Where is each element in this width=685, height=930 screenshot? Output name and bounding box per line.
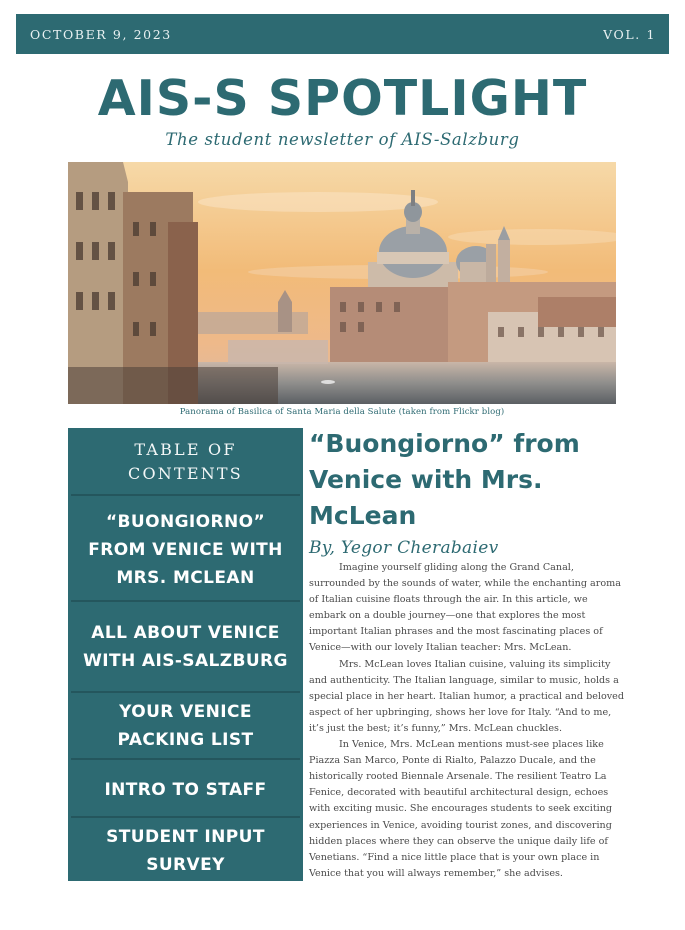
article-paragraph: Mrs. McLean loves Italian cuisine, valuing its simplicity and authenticity. The Italian language, similar to music, holds a special place in her heart. Italian humor, a practical and beloved aspect of her upbringing, shows her love for Italy. “And to me, it’s just the best; it’s funny,” Mrs. McLean chuckles. xyxy=(309,658,624,734)
volume-label: VOL. 1 xyxy=(603,26,656,42)
toc-divider xyxy=(71,494,300,496)
toc-divider xyxy=(71,691,300,693)
article-paragraph: In Venice, Mrs. McLean mentions must-see places like Piazza San Marco, Ponte di Rialto, Palazzo Ducale, and the historically rooted Biennale Arsenale. The resilient Teatro La Fenice, decorated with beautiful architectural design, echoes with exciting music. She encourages students to seek exciting experiences in Venice, avoiding tourist zones, and discovering hidden places where they can observe the unique daily life of Venetians. “Find a nice little place that is your own place in Venice that you will always remember,” she advises. xyxy=(309,739,613,879)
header-bar xyxy=(16,14,669,54)
toc-title: TABLE OF CONTENTS xyxy=(128,440,243,483)
toc-divider xyxy=(71,758,300,760)
article-headline: “Buongiorno” from Venice with Mrs. McLean xyxy=(309,429,580,530)
newsletter-title: AIS-S SPOTLIGHT xyxy=(97,70,588,127)
issue-date: OCTOBER 9, 2023 xyxy=(30,26,172,42)
article-paragraph: Imagine yourself gliding along the Grand Canal, surrounded by the sounds of water, while the enchanting aroma of Italian cuisine floats through the air. In this article, we embark on a double journey—one that explores the most important Italian phrases and the most fascinating places of Venice—with our lovely Italian teacher: Mrs. McLean. xyxy=(309,562,621,654)
photo-caption: Panorama of Basilica of Santa Maria della Salute (taken from Flickr blog) xyxy=(179,407,505,417)
toc-item-buongiorno[interactable]: “BUONGIORNO” FROM VENICE WITH MRS. MCLEAN xyxy=(88,512,283,588)
article-body xyxy=(309,560,627,882)
venice-panorama-photo xyxy=(68,162,616,404)
toc-item-packing-list[interactable]: YOUR VENICE PACKING LIST xyxy=(117,702,254,750)
newsletter-tagline: The student newsletter of AIS-Salzburg xyxy=(165,130,520,149)
venice-illustration xyxy=(68,162,616,404)
toc-divider xyxy=(71,816,300,818)
article-byline: By, Yegor Cherabaiev xyxy=(309,538,499,558)
toc-item-all-about-venice[interactable]: ALL ABOUT VENICE WITH AIS-SALZBURG xyxy=(83,623,288,671)
toc-divider xyxy=(71,600,300,602)
toc-item-student-survey[interactable]: STUDENT INPUT SURVEY xyxy=(106,827,265,875)
table-of-contents xyxy=(68,428,303,881)
toc-item-intro-to-staff[interactable]: INTRO TO STAFF xyxy=(104,780,267,800)
